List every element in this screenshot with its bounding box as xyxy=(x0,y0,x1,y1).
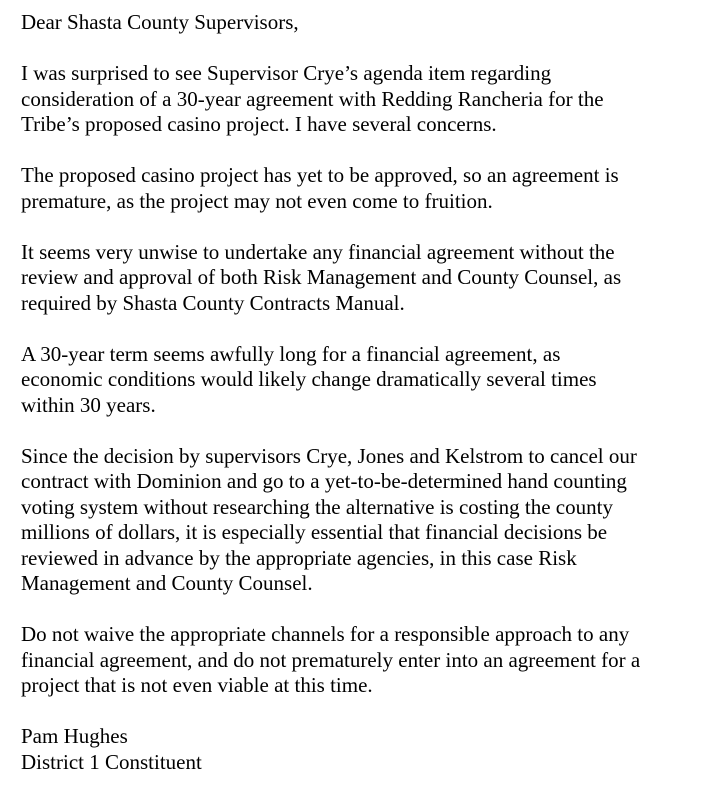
paragraph-line: millions of dollars, it is especially essential that financial decisions be xyxy=(21,520,608,544)
paragraph-concerns-intro xyxy=(21,61,711,138)
paragraph-premature xyxy=(21,163,711,214)
paragraph-line: economic conditions would likely change dramatically several times xyxy=(21,367,597,391)
paragraph-line: Management and County Counsel. xyxy=(21,571,313,595)
paragraph-line: review and approval of both Risk Management and County Counsel, as xyxy=(21,265,622,289)
paragraph-line: The proposed casino project has yet to be approved, so an agreement is xyxy=(21,163,619,187)
salutation: Dear Shasta County Supervisors, xyxy=(21,10,299,34)
signature-name: Pam Hughes xyxy=(21,724,128,748)
paragraph-dominion-decision xyxy=(21,444,711,597)
paragraph-line: Tribe’s proposed casino project. I have several concerns. xyxy=(21,112,497,136)
paragraph-line: Since the decision by supervisors Crye, Jones and Kelstrom to cancel our xyxy=(21,443,637,468)
paragraph-line: Do not waive the appropriate channels for a responsible approach to any xyxy=(21,622,630,646)
signature-block xyxy=(21,724,711,775)
paragraph-line: A 30-year term seems awfully long for a financial agreement, as xyxy=(21,341,561,366)
paragraph-line: project that is not even viable at this time. xyxy=(21,673,373,697)
paragraph-line: reviewed in advance by the appropriate agencies, in this case Risk xyxy=(21,545,577,570)
paragraph-line: It seems very unwise to undertake any financial agreement without the xyxy=(21,239,615,264)
signature-title: District 1 Constituent xyxy=(21,749,202,774)
paragraph-line: I was surprised to see Supervisor Crye’s agenda item regarding xyxy=(21,61,552,85)
paragraph-line: contract with Dominion and go to a yet-to-be-determined hand counting xyxy=(21,469,627,493)
paragraph-line: within 30 years. xyxy=(21,392,156,417)
paragraph-line: consideration of a 30-year agreement with Redding Rancheria for the xyxy=(21,86,604,111)
paragraph-closing-request xyxy=(21,622,711,699)
paragraph-line: required by Shasta County Contracts Manual. xyxy=(21,290,405,315)
paragraph-term-length xyxy=(21,342,711,419)
paragraph-line: premature, as the project may not even come to fruition. xyxy=(21,188,493,213)
letter-body xyxy=(21,10,711,775)
paragraph-line: financial agreement, and do not prematurely enter into an agreement for a xyxy=(21,647,641,672)
paragraph-line: voting system without researching the alternative is costing the county xyxy=(21,494,613,519)
paragraph-review-approval xyxy=(21,240,711,317)
